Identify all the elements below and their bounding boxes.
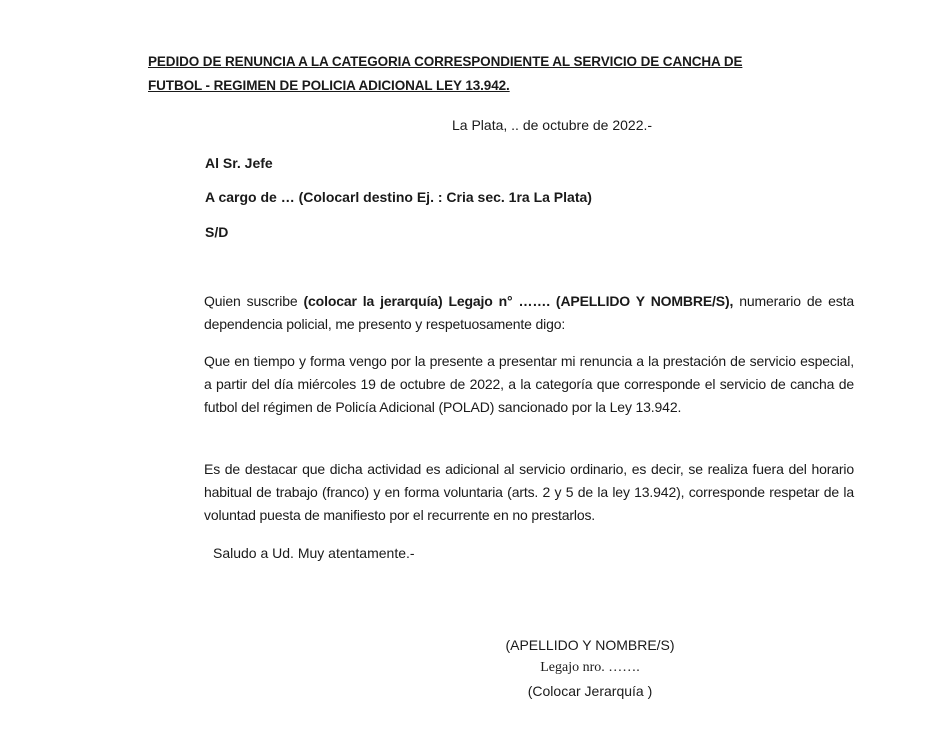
- paragraph-1-bold: (colocar la jerarquía) Legajo n° ……. (APELLIDO Y NOMBRE/S),: [303, 293, 734, 309]
- date-line: La Plata, .. de octubre de 2022.-: [452, 117, 653, 133]
- addressee-line-2: A cargo de … (Colocarl destino Ej. : Cria sec. 1ra La Plata): [205, 189, 592, 205]
- signature-name: (APELLIDO Y NOMBRE/S): [505, 637, 675, 653]
- addressee-line-1: Al Sr. Jefe: [205, 155, 273, 171]
- closing-line: Saludo a Ud. Muy atentamente.-: [213, 545, 415, 561]
- title-line-2: FUTBOL - REGIMEN DE POLICIA ADICIONAL LEY 13.942.: [148, 78, 510, 93]
- paragraph-1-rest: numerario de esta dependencia policial, me presento y respetuosamente digo:: [204, 293, 854, 332]
- addressee-line-3: S/D: [205, 224, 229, 240]
- signature-rank: (Colocar Jerarquía ): [527, 683, 653, 699]
- paragraph-3: Es de destacar que dicha actividad es adicional al servicio ordinario, es decir, se realiza fuera del horario habitual de trabajo (franco) y en forma voluntaria (arts. 2 y 5 de la ley 13.942), corresponde respetar de la voluntad puesta de manifiesto por el recurrente en no prestarlos.: [204, 461, 854, 523]
- paragraph-2: Que en tiempo y forma vengo por la presente a presentar mi renuncia a la prestación de servicio especial, a partir del día miércoles 19 de octubre de 2022, a la categoría que corresponde el servicio de cancha de futbol del régimen de Policía Adicional (POLAD) sancionado por la Ley 13.942.: [204, 353, 854, 415]
- paragraph-1-lead: Quien suscribe: [204, 293, 304, 309]
- title-line-1: PEDIDO DE RENUNCIA A LA CATEGORIA CORRESPONDIENTE AL SERVICIO DE CANCHA DE: [148, 54, 743, 69]
- document-title: [148, 50, 798, 98]
- signature-legajo: Legajo nro. …….: [540, 660, 640, 675]
- paragraph-1: [146, 290, 854, 336]
